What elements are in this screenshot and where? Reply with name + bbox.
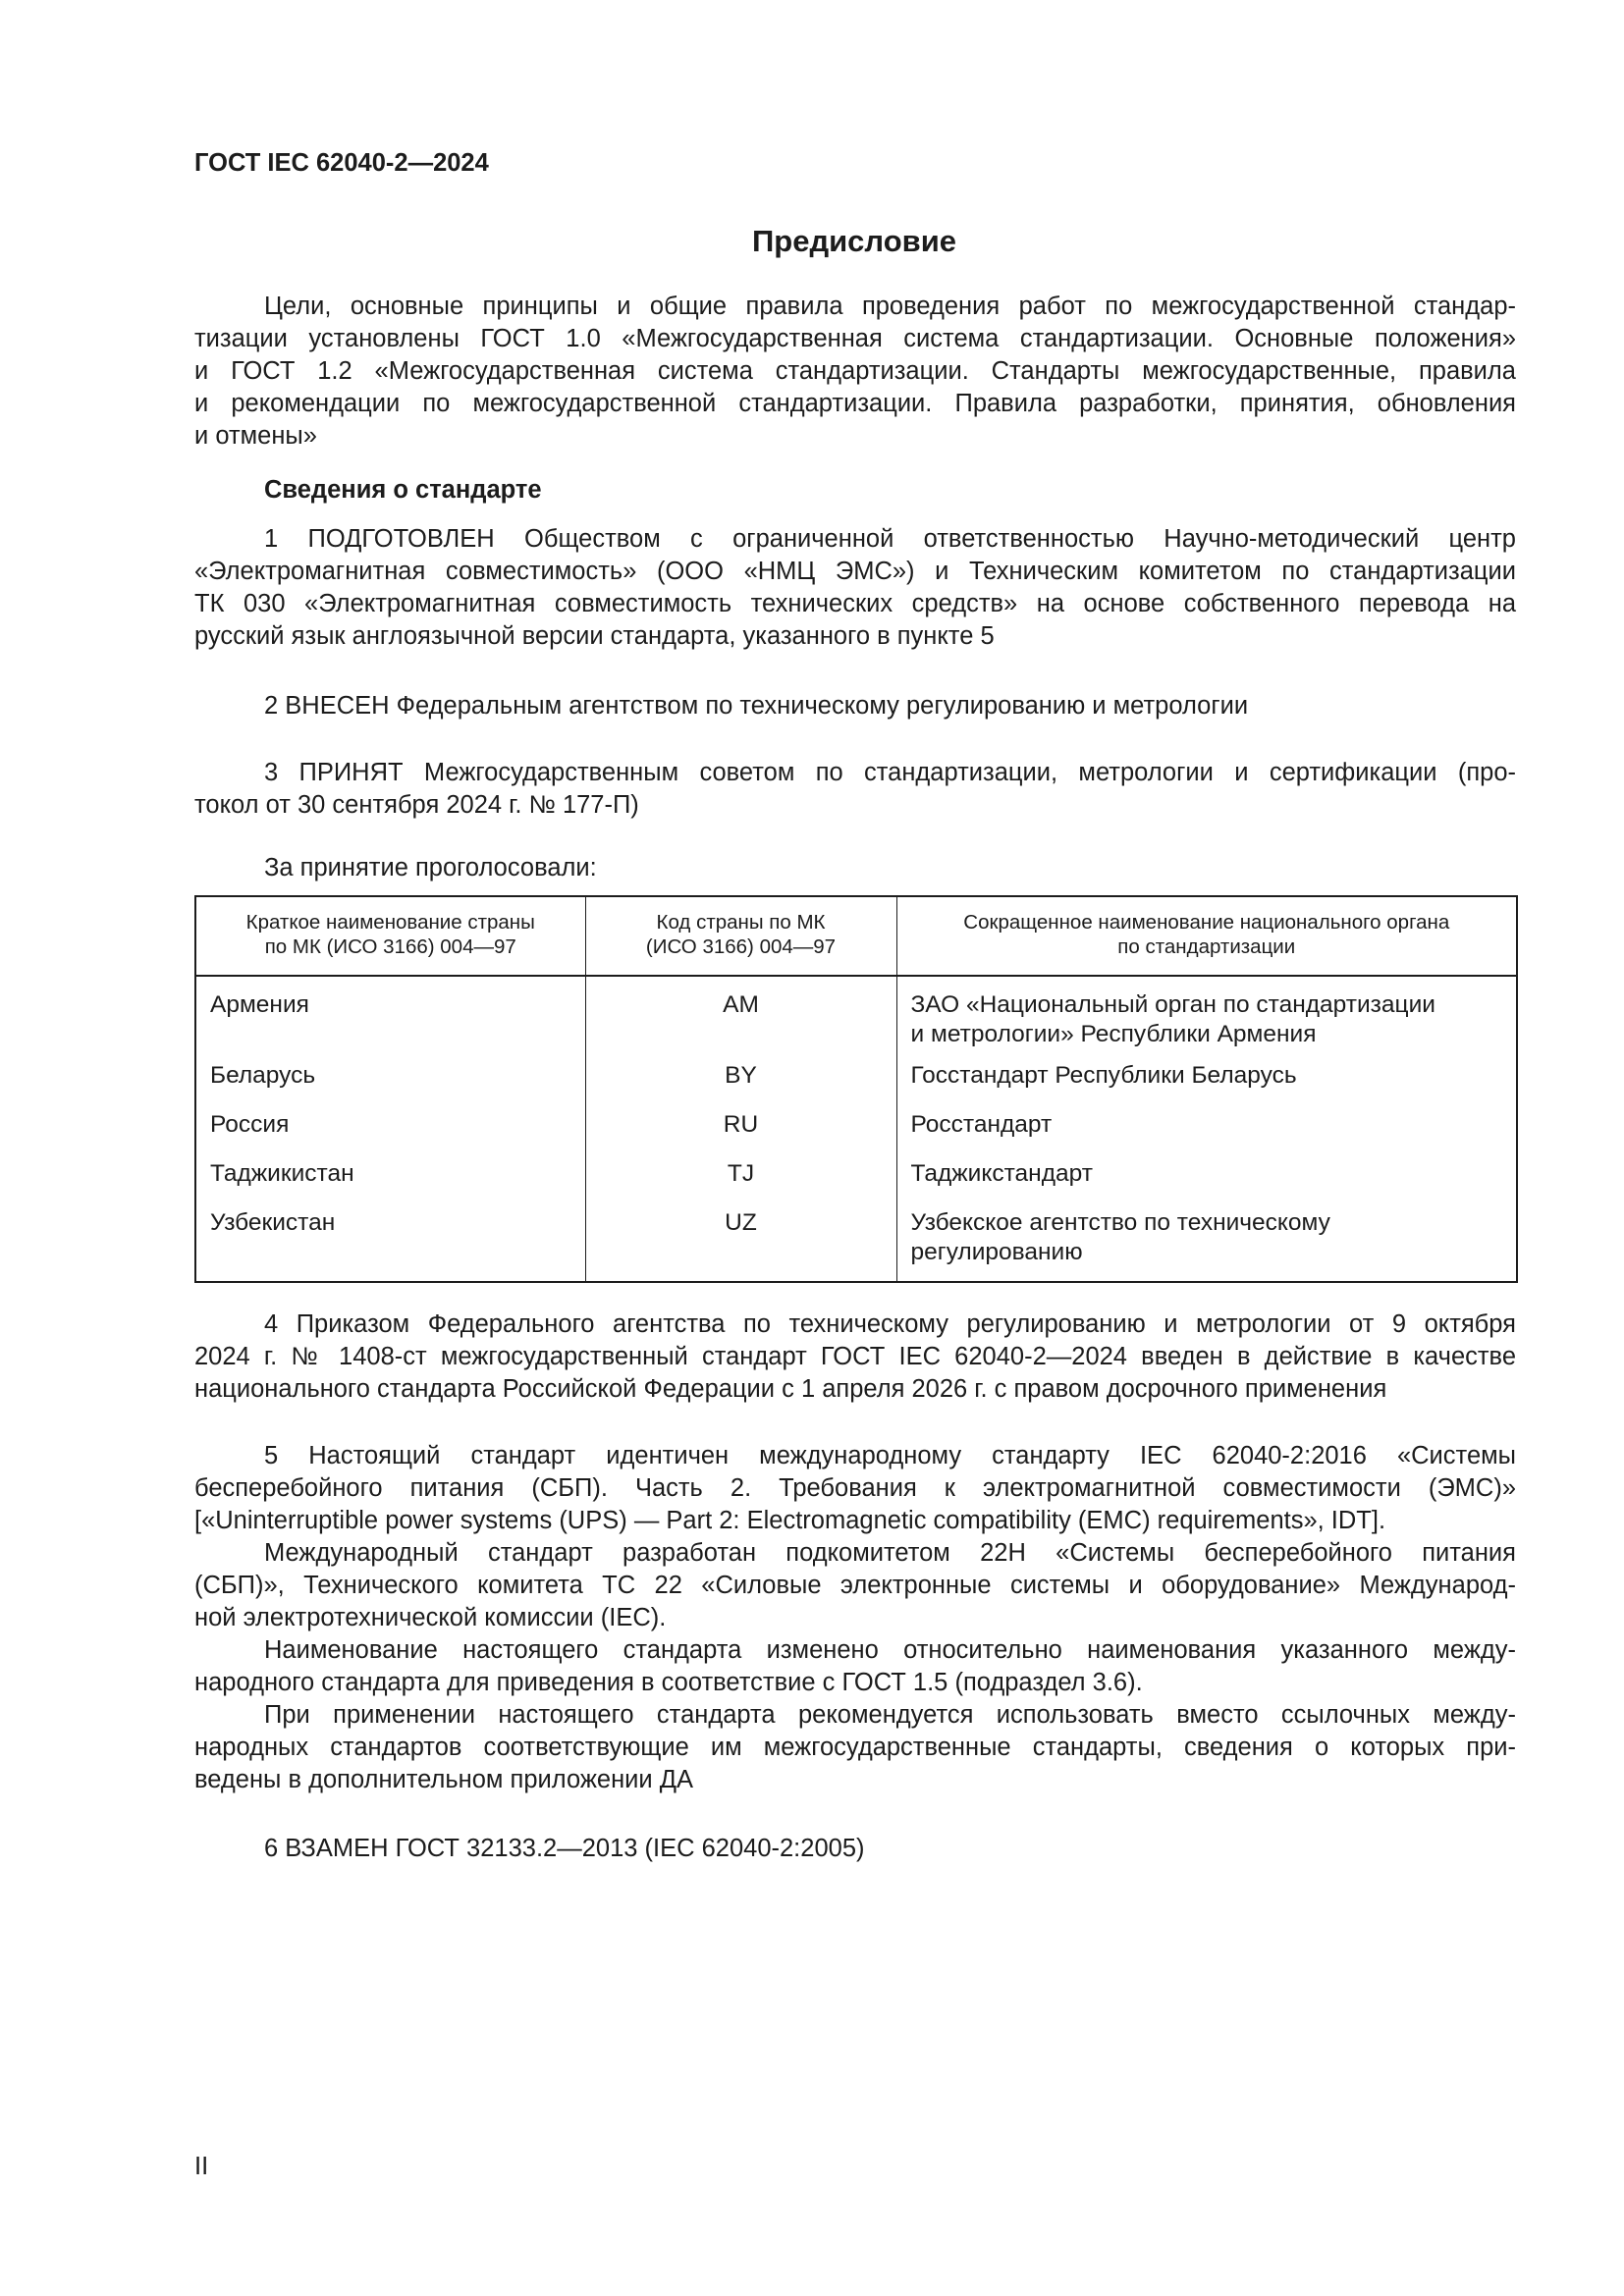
country-cell: Узбекистан [195,1202,585,1282]
text-line: 2 ВНЕСЕН Федеральным агентством по техническому регулированию и метрологии [264,692,1249,720]
text-line: [«Uninterruptible power systems (UPS) — Part 2: Electromagnetic compatibility (EMC) requirements», IDT]. [194,1507,1386,1534]
text-line: 1 ПОДГОТОВЛЕН Обществом с ограниченной ответственностью Научно-методический центр [264,525,1516,553]
text-line: ной электротехнической комиссии (IEC). [194,1604,667,1631]
body-cell: Таджикстандарт [896,1153,1517,1202]
country-cell: Россия [195,1104,585,1153]
text-line: 3 ПРИНЯТ Межгосударственным советом по стандартизации, метрологии и сертификации (про- [264,759,1516,786]
text-line: национального стандарта Российской Федерации с 1 апреля 2026 г. с правом досрочного применения [194,1375,1387,1403]
table-row [195,1104,1517,1153]
text-line: При применении настоящего стандарта рекомендуется использовать вместо ссылочных между- [264,1701,1516,1729]
text-line: Наименование настоящего стандарта изменено относительно наименования указанного между- [264,1636,1516,1664]
text-line: народного стандарта для приведения в соответствие с ГОСТ 1.5 (подраздел 3.6). [194,1669,1143,1696]
text-line: 2024 г. № 1408-ст межгосударственный стандарт ГОСТ IEC 62040-2—2024 введен в действие в качестве [194,1343,1516,1370]
text-line: 6 ВЗАМЕН ГОСТ 32133.2—2013 (IEC 62040-2:2005) [264,1835,865,1862]
text-line: тизации установлены ГОСТ 1.0 «Межгосударственная система стандартизации. Основные положения» [194,325,1516,352]
country-cell: Беларусь [195,1055,585,1104]
text-line: токол от 30 сентября 2024 г. № 177-П) [194,791,639,819]
text-line: и рекомендации по межгосударственной стандартизации. Правила разработки, принятия, обновления [194,390,1516,417]
header-country-name: Краткое наименование страны по МК (ИСО 3166) 004—97 [195,896,585,976]
body-cell: Росстандарт [896,1104,1517,1153]
country-cell: Таджикистан [195,1153,585,1202]
body-cell: ЗАО «Национальный орган по стандартизации и метрологии» Республики Армения [896,976,1517,1055]
header-country-code: Код страны по МК (ИСО 3166) 004—97 [585,896,896,976]
text-line: бесперебойного питания (СБП). Часть 2. Требования к электромагнитной совместимости (ЭМС)» [194,1474,1516,1502]
text-line: русский язык англоязычной версии стандарта, указанного в пункте 5 [194,622,995,650]
standard-info-heading: Сведения о стандарте [264,476,542,504]
text-line: и ГОСТ 1.2 «Межгосударственная система стандартизации. Стандарты межгосударственные, правила [194,357,1516,385]
code-cell: AM [585,976,896,1055]
document-code: ГОСТ IEC 62040-2—2024 [194,149,489,177]
page-title: Предисловие [751,224,956,258]
vote-caption: За принятие проголосовали: [264,854,597,881]
text-line: 4 Приказом Федерального агентства по техническому регулированию и метрологии от 9 октября [264,1310,1516,1338]
table-header-row [195,896,1517,976]
code-cell: BY [585,1055,896,1104]
voting-countries-table [194,895,1518,1283]
page-number: II [194,2153,209,2180]
code-cell: RU [585,1104,896,1153]
country-cell: Армения [195,976,585,1055]
body-cell: Узбекское агентство по техническому регулированию [896,1202,1517,1282]
text-line: «Электромагнитная совместимость» (ООО «НМЦ ЭМС») и Техническим комитетом по стандартизации [194,558,1516,585]
text-line: (СБП)», Технического комитета TC 22 «Силовые электронные системы и оборудование» Международ- [194,1572,1516,1599]
text-line: ТК 030 «Электромагнитная совместимость технических средств» на основе собственного перевода на [194,590,1516,617]
code-cell: UZ [585,1202,896,1282]
header-national-body: Сокращенное наименование национального органа по стандартизации [896,896,1517,976]
text-line: и отмены» [194,422,317,450]
code-cell: TJ [585,1153,896,1202]
text-line: Цели, основные принципы и общие правила проведения работ по межгосударственной стандар- [264,293,1516,320]
table-row [195,1055,1517,1104]
text-line: Международный стандарт разработан подкомитетом 22H «Системы бесперебойного питания [264,1539,1516,1567]
text-line: ведены в дополнительном приложении ДА [194,1766,694,1793]
body-cell: Госстандарт Республики Беларусь [896,1055,1517,1104]
table-row [195,1202,1517,1282]
table-row [195,976,1517,1055]
table-row [195,1153,1517,1202]
text-line: 5 Настоящий стандарт идентичен международному стандарту IEC 62040-2:2016 «Системы [264,1442,1516,1469]
text-line: народных стандартов соответствующие им межгосударственные стандарты, сведения о которых при- [194,1734,1516,1761]
